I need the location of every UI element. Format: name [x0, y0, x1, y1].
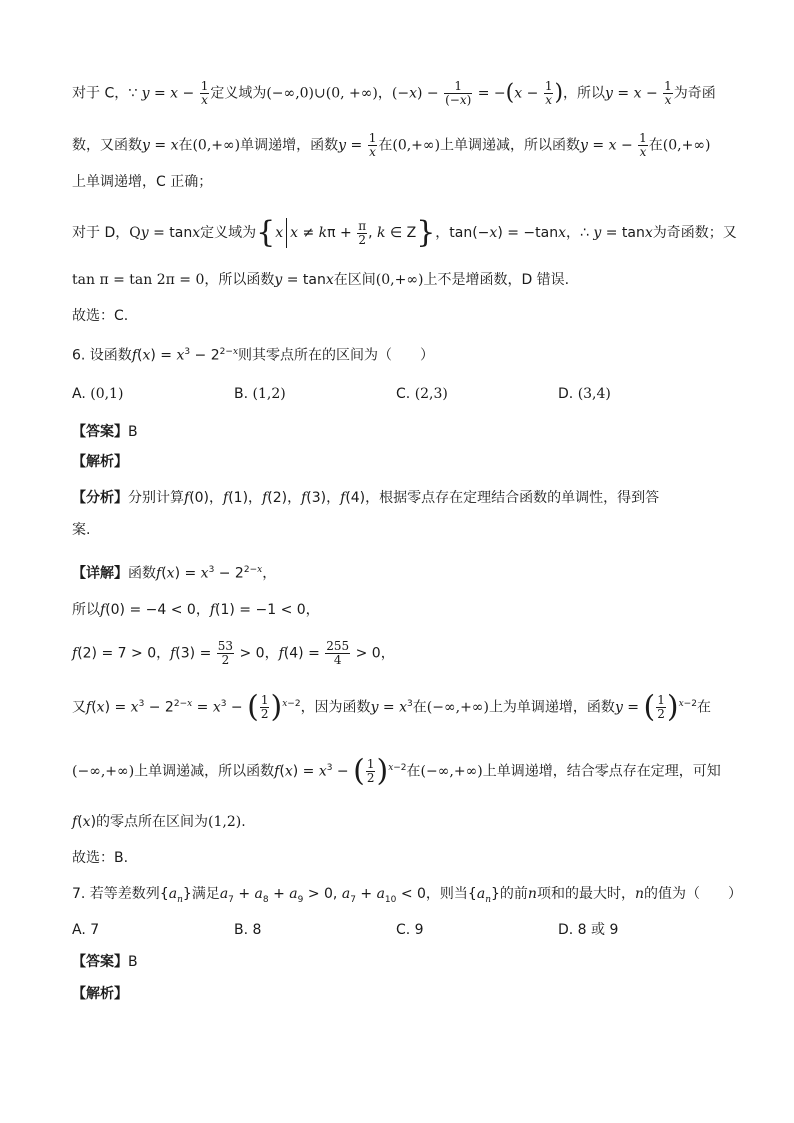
answer-label: 【答案】 — [72, 424, 128, 440]
text: 分别计算 — [128, 490, 184, 506]
text: ，根据零点存在定理结合函数的单调性，得到答 — [365, 490, 660, 506]
text: 对于 D， — [72, 225, 130, 241]
text: 函数 — [128, 565, 156, 582]
text: 为奇函 — [673, 85, 716, 102]
option-a: A. 7 — [72, 922, 100, 938]
option-c: C. — [396, 386, 411, 402]
answer-7 — [72, 952, 732, 972]
text: 单调递增，函数 — [240, 137, 339, 154]
question-6: 6. 设函数$f(x) = x^3 - 2^{2-x}$则其零点所在的区间为（ ） — [72, 347, 435, 364]
text: 上单调递减，所以函数 — [134, 763, 275, 780]
option-d: D. 8 或 9 — [558, 922, 619, 938]
text: 在区间 — [333, 272, 376, 288]
document-page: 对于 C，∵ y = x − $\frac{1}{x}$ 定义域为(−∞,0)∪(0, +∞)，(−x) − $\frac{1}{(-x)}$ = −(x − $\frac{1}{x}$ )，所以y = x − $\frac{1}{x}$ 为奇函 数，又函数y = x在(0,+∞)单调递增，函数y = $\frac{1}{x}$ 在(0,+∞)上单调递减，所以函数y = x − $\frac{1}{x}$ 在(0,+∞) 上单调递增，C 正确； 对于 D，Qy = tanx定义域为{x x ≠ kπ + $\frac{\pi}{2}$ , k ∈ Z}，tan(−x) = −tanx，∴ y = tanx为奇函数；又 tan π = tan 2π = 0，所以函数y = tanx在区间(0,+∞)上不是增函数，D 错误. 故选：C. 6. 设函数$f(x) = x^3 - 2^{2-x}$则其零点所在的区间为（ ） A. (0,1) B. (1,2) C. (2,3) D. (3,4) 【答案】B 【解析】 【分析】分别计算f(0)，f(1)，f(2)，f(3)，f(4)，根据零点存在定理结合函数的单调性，得到答 案. 【详解】函数$f(x) = x^3 - 2^{2-x}$， 所以f(0) = −4 < 0，f(1) = −1 < 0， f(2) = 7 > 0，f(3) = $\frac{53}{2}$ > 0，f(4) = $\frac{255}{4}$ > 0， 又$f(x) = x^3 - 2^{2-x} = x^3$ − ( $\frac{1}{2}$ )$^{x-2}$，因为函数$y = x^3$在(−∞,+∞)上为单调递增，函数y = ( $\frac{1}{2}$ )$^{x-2}$在 (−∞,+∞)上单调递减，所以函数$f(x) = x^3$ − ( $\frac{1}{2}$ )$^{x-2}$在(−∞,+∞)上单调递增，结合零点存在定理，可知 f(x)的零点所在区间为(1,2). 故选：B. 7. 若等差数列$\{a_n\}$满足$a_7 + a_8 + a_9 > 0$, $a_7 + a_{10} < 0$，则当$\{a_n\}$的前n项和的最大时，n的值为（ ） A. 7 B. 8 C. 9 D. 8 或 9 【答案】B 【解析】 — [72, 79, 742, 1002]
analysis-7-heading — [72, 984, 732, 1004]
text: ，因为函数 — [300, 699, 371, 716]
detail-6-line-3: f(2) = 7 > 0，f(3) = $\frac{53}{2}$ > 0，f(4) = $\frac{255}{4}$ > 0， — [72, 639, 395, 667]
text: 在 — [178, 137, 193, 154]
analysis-6-line-2: 案. — [72, 522, 91, 538]
section-label: 【详解】 — [72, 565, 128, 582]
analysis-6-heading — [72, 452, 732, 472]
text: 在 — [406, 763, 421, 780]
line-4: 对于 D，Qy = tanx定义域为{x x ≠ kπ + $\frac{\pi}{2}$ , k ∈ Z}，tan(−x) = −tanx，∴ y = tanx为奇函数；又 — [72, 215, 737, 250]
text: 在 — [378, 137, 393, 154]
text: 在 — [648, 137, 663, 154]
text: 上单调递减，所以函数 — [440, 137, 581, 154]
detail-6-line-2: 所以f(0) = −4 < 0，f(1) = −1 < 0， — [72, 602, 320, 618]
text: 项和的最大时， — [536, 886, 635, 902]
section-label: 【分析】 — [72, 490, 128, 506]
text: 的值为（ ） — [643, 886, 742, 902]
text: 在 — [696, 699, 711, 716]
option-c: C. 9 — [396, 922, 424, 938]
line-5: tan π = tan 2π = 0，所以函数y = tanx在区间(0,+∞)上不是增函数，D 错误. — [72, 272, 570, 288]
text: 在 — [412, 699, 427, 716]
option-a: A. — [72, 386, 86, 402]
text: 满足 — [191, 886, 220, 902]
detail-6-line-1: 【详解】函数$f(x) = x^3 - 2^{2-x}$， — [72, 565, 277, 582]
text: ，所以函数 — [204, 272, 275, 288]
answer-6 — [72, 422, 732, 442]
text: ，则当 — [425, 886, 468, 902]
detail-6-line-4: 又$f(x) = x^3 - 2^{2-x} = x^3$ − ( $\frac{1}{2}$ )$^{x-2}$，因为函数$y = x^3$在(−∞,+∞)上为单调递增，函数y = ( $\frac{1}{2}$ )$^{x-2}$在 — [72, 689, 711, 725]
answer-value: B — [128, 954, 138, 970]
text: 数，又函数 — [72, 137, 142, 154]
text: 定义域为 — [200, 225, 257, 241]
text: 的前 — [499, 886, 528, 902]
line-1: 对于 C，∵ y = x − $\frac{1}{x}$ 定义域为(−∞,0)∪(0, +∞)，(−x) − $\frac{1}{(-x)}$ = −(x − $\frac{1}{x}$ )，所以y = x − $\frac{1}{x}$ 为奇函 — [72, 79, 716, 107]
answer-value: B — [128, 424, 138, 440]
question-7: 7. 若等差数列$\{a_n\}$满足$a_7 + a_8 + a_9 > 0$, $a_7 + a_{10} < 0$，则当$\{a_n\}$的前n项和的最大时，n的值为（ ） — [72, 886, 742, 905]
option-b: B. 8 — [234, 922, 262, 938]
analysis-6-line-1: 【分析】分别计算f(0)，f(1)，f(2)，f(3)，f(4)，根据零点存在定理结合函数的单调性，得到答 — [72, 490, 660, 506]
choice-line: 故选：C. — [72, 308, 129, 324]
answer-label: 【答案】 — [72, 954, 128, 970]
text: 又 — [72, 699, 86, 716]
section-label: 【解析】 — [72, 986, 128, 1002]
choice-line-6: 故选：B. — [72, 850, 129, 866]
text: 为奇函数；又 — [652, 225, 737, 241]
section-label: 【解析】 — [72, 454, 128, 470]
text: 定义域为 — [210, 85, 267, 102]
text: 的零点所在区间为 — [96, 814, 209, 830]
text: 上为单调递增，函数 — [488, 699, 615, 716]
text: 6. 设函数 — [72, 347, 132, 364]
detail-6-line-6: f(x)的零点所在区间为(1,2). — [72, 814, 246, 830]
detail-6-line-5: (−∞,+∞)上单调递减，所以函数$f(x) = x^3$ − ( $\frac{1}{2}$ )$^{x-2}$在(−∞,+∞)上单调递增，结合零点存在定理，可知 — [72, 753, 721, 789]
text: 7. 若等差数列 — [72, 886, 160, 902]
text: 则其零点所在的区间为（ ） — [238, 347, 435, 364]
line-3: 上单调递增，C 正确； — [72, 174, 213, 190]
line-2: 数，又函数y = x在(0,+∞)单调递增，函数y = $\frac{1}{x}$ 在(0,+∞)上单调递减，所以函数y = x − $\frac{1}{x}$ 在(0,+∞) — [72, 131, 711, 159]
option-d: D. — [558, 386, 574, 402]
text: 上不是增函数，D 错误. — [423, 272, 570, 288]
text: 所以 — [72, 602, 100, 618]
text: 对于 C，∵ — [72, 85, 142, 102]
option-b: B. — [234, 386, 249, 402]
text: 上单调递增，结合零点存在定理，可知 — [482, 763, 721, 780]
text: ，所以 — [563, 85, 606, 102]
